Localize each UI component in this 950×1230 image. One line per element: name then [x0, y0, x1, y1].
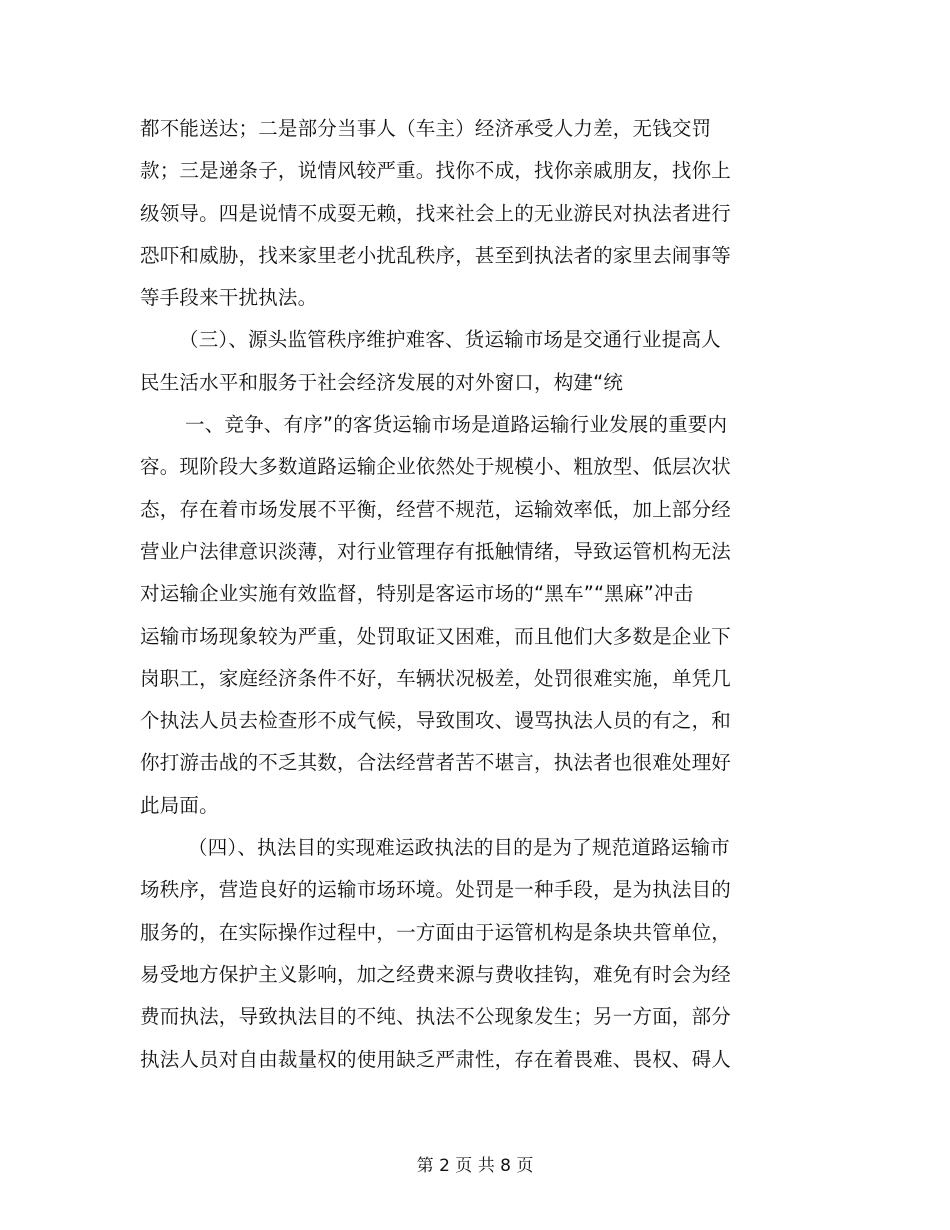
section-heading-3: （三）、源头监管秩序维护难客、货运输市场是交通行业提高人 — [179, 328, 721, 352]
text-line: 对运输企业实施有效监督，特别是客运市场的“黑车”“黑麻”冲击 — [140, 582, 694, 606]
text-line: 运输市场现象较为严重，处罚取证又困难，而且他们大多数是企业下 — [140, 624, 732, 648]
text-line: 一、竞争、有序”的客货运输市场是道路运输行业发展的重要内 — [185, 413, 728, 437]
text-line: 级领导。四是说情不成耍无赖，找来社会上的无业游民对执法者进行 — [140, 201, 732, 225]
text-line: 执法人员对自由裁量权的使用缺乏严肃性，存在着畏难、畏权、碍人 — [140, 1047, 732, 1071]
text-line: 都不能送达；二是部分当事人（车主）经济承受人力差，无钱交罚 — [140, 117, 712, 140]
text-line: 费而执法，导致执法目的不纯、执法不公现象发生；另一方面，部分 — [140, 1005, 732, 1029]
text-line: 恐吓和威胁，找来家里老小扰乱秩序，甚至到执法者的家里去闹事等 — [140, 243, 732, 267]
text-line: 等手段来干扰执法。 — [140, 286, 318, 310]
text-line: 你打游击战的不乏其数，合法经营者苦不堪言，执法者也很难处理好 — [140, 751, 732, 775]
body-text — [140, 108, 760, 1081]
text-line: 容。现阶段大多数道路运输企业依然处于规模小、粗放型、低层次状 — [140, 455, 732, 479]
text-line: 态，存在着市场发展不平衡，经营不规范，运输效率低，加上部分经 — [140, 497, 732, 521]
text-line: 岗职工，家庭经济条件不好，车辆状况极差，处罚很难实施，单凭几 — [140, 666, 732, 690]
text-line: 款；三是递条子，说情风较严重。找你不成，找你亲戚朋友，找你上 — [140, 159, 732, 183]
text-line: 民生活水平和服务于社会经济发展的对外窗口，构建“统 — [140, 370, 624, 394]
text-line: 营业户法律意识淡薄，对行业管理存有抵触情绪，导致运管机构无法 — [140, 539, 732, 563]
text-line: 服务的，在实际操作过程中，一方面由于运管机构是条块共管单位， — [140, 920, 732, 944]
text-line: 场秩序，营造良好的运输市场环境。处罚是一种手段，是为执法目的 — [140, 878, 732, 902]
text-line: 易受地方保护主义影响，加之经费来源与费收挂钩，难免有时会为经 — [140, 962, 732, 986]
section-heading-4: （四）、执法目的实现难运政执法的目的是为了规范道路运输市 — [188, 836, 730, 860]
page-number-footer: 第 2 页 共 8 页 — [416, 1156, 534, 1176]
text-line: 个执法人员去检查形不成气候，导致围攻、谩骂执法人员的有之，和 — [140, 709, 732, 733]
text-line: 此局面。 — [140, 793, 219, 817]
